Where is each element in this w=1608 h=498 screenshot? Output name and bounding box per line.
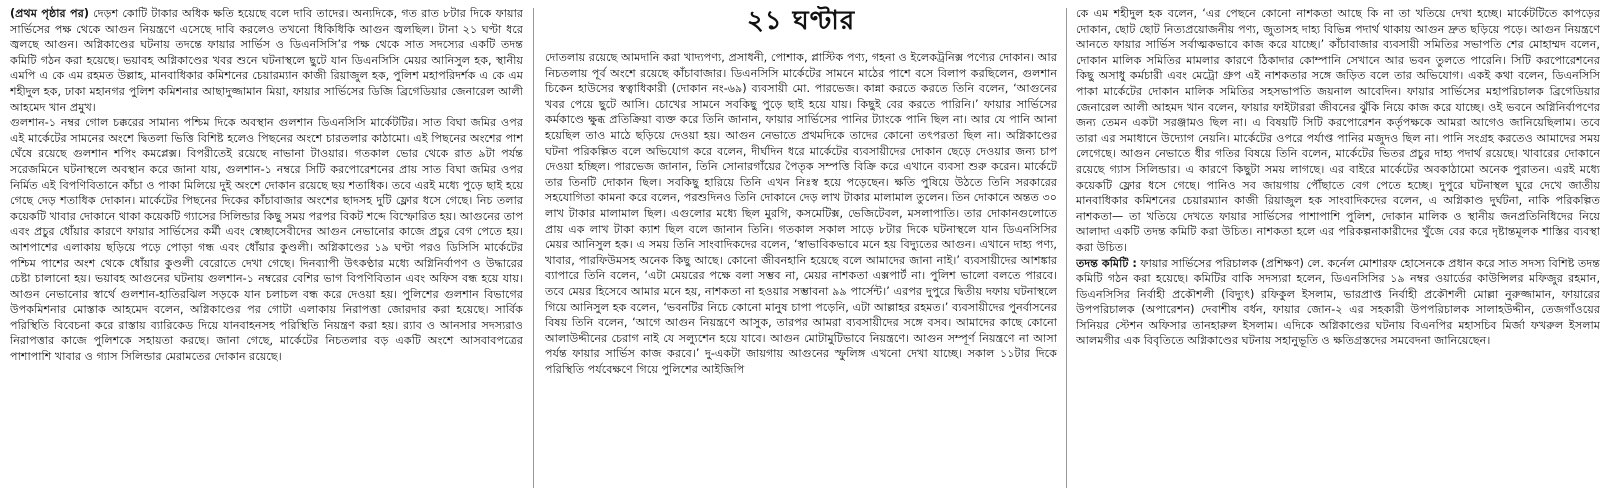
article-column-2 (545, 6, 1057, 492)
column3-text-2: ফায়ার সার্ভিসের পরিচালক (প্রশিক্ষণ) লে. কর্নেল মোশারফ হোসেনকে প্রধান করে সাত সদস্য বিশিষ্ট তদন্ত কমিটি গঠন করা হয়েছে। কমিটির বাকি সদস্যরা হলেন, ডিএনসিসির ১৯ নম্বর ওয়ার্ডের কাউন্সিলর মফিজুর রহমান, ডিএনসিসির নির্বাহী প্রকৌশলী (বিদ্যুৎ) রফিকুল ইসলাম, ভারপ্রাপ্ত নির্বাহী প্রকৌশলী মোল্লা নুরুজ্জামান, ফায়ারের উপপরিচালক (অপারেশন) দেবাশীষ বর্ধন, ফায়ার জোন-২ এর সহকারী উপপরিচালক সালাহউদ্দীন, তেজগাঁওয়ের সিনিয়র স্টেশন অফিসার তানহারুল ইসলাম। এদিকে অগ্নিকাণ্ডের ঘটনায় বিএনপির মহাসচিব মির্জা ফখরুল ইসলাম আলমগীর এক বিবৃতিতে অগ্নিকাণ্ডের ঘটনায় সহানুভূতি ও ক্ষতিগ্রস্তদের সমবেদনা জানিয়েছেন। (1076, 256, 1600, 348)
column1-paragraph-1 (10, 6, 523, 115)
column3-paragraph-1: কে এম শহীদুল হক বলেন, ‘এর পেছনে কোনো নাশকতা আছে কি না তা খতিয়ে দেখা হচ্ছে। মার্কেটটিতে কাপড়ের দোকান, ছোট ছোট নিত্যপ্রয়োজনীয় পণ্য, জুতাসহ দাহ্য বিভিন্ন পদার্থ থাকায় আগুন দ্রুত ছড়িয়ে পড়ে। আগুন নিয়ন্ত্রণে আনতে ফায়ার সার্ভিস সর্বাত্মকভাবে কাজ করে যাচ্ছে।’ কাঁচাবাজার ব্যবসায়ী সমিতির সভাপতি শের মোহাম্মদ বলেন, দোকান মালিক সমিতির মামলার কারণে ঠিকাদার কোম্পানি সেখানে আর ভবন তুলতে পারেনি। সিটি করপোরেশনের কিছু অসাধু কর্মচারী এবং মেট্রো গ্রুপ এই নাশকতার সঙ্গে জড়িত বলে তার অভিযোগ। একই কথা বলেন, ডিএনসিসি পাকা মার্কেটের দোকান মালিক সমিতির সহসভাপতি জয়নাল আবেদিন। ফায়ার সার্ভিসের মহাপরিচালক ব্রিগেডিয়ার জেনারেল আলী আহমদ খান বলেন, ফায়ার ফাইটাররা জীবনের ঝুঁকি নিয়ে কাজ করে যাচ্ছে। ওই ভবনে অগ্নিনির্বাপণের জন্য তেমন একটা সরঞ্জামও ছিল না। এ বিষয়টি সিটি করপোরেশন কর্তৃপক্ষকে আমরা আগেও জানিয়েছিলাম। তবে তারা এর সমাধানে উদ্যোগ নেয়নি। মার্কেটের ওপরে পর্যাপ্ত পানির মজুদও ছিল না। পানি সংগ্রহ করতেও আমাদের সময় লেগেছে। আগুন নেভাতে ধীর গতির বিষয়ে তিনি বলেন, মার্কেটের ভিতর প্রচুর দাহ্য পদার্থ রয়েছে। খাবারের দোকানে রয়েছে গ্যাস সিলিন্ডার। এ কারণে কিছুটা সময় লাগছে। এর বাইরে মার্কেটের অবকাঠামো অনেক পুরাতন। এরই মধ্যে কয়েকটি ফ্লোর ধসে গেছে। পানিও সব জায়গায় পৌঁছাতে বেগ পেতে হচ্ছে। দুপুরে ঘটনাস্থল ঘুরে দেখে জাতীয় মানবাধিকার কমিশনের চেয়ারম্যান কাজী রিয়াজুল হক সাংবাদিকদের বলেন, এ অগ্নিকাণ্ড দুর্ঘটনা, নাকি পরিকল্পিত নাশকতা— তা খতিয়ে দেখতে ফায়ার সার্ভিসের পাশাপাশি পুলিশ, দোকান মালিক ও স্থানীয় জনপ্রতিনিধিদের নিয়ে আলাদা একটি তদন্ত কমিটি করা উচিত। নাশকতা হলে এর পরিকল্পনাকারীদের খুঁজে বের করে দৃষ্টান্তমূলক শাস্তির ব্যবস্থা করা উচিত। (1076, 7, 1600, 254)
article-column-1 (10, 6, 523, 492)
column-divider-2 (1066, 8, 1067, 488)
investigation-subhead: তদন্ত কমিটি : (1076, 256, 1137, 270)
column3-paragraph-2 (1076, 256, 1600, 350)
headline: ২১ ঘণ্টার (746, 6, 856, 36)
article-column-3 (1076, 6, 1600, 492)
column1-text-1: দেড়শ কোটি টাকার অধিক ক্ষতি হয়েছে বলে দাবি তাদের। অন্যদিকে, গত রাত ৮টার দিকে ফায়ার সার্ভিসের পক্ষ থেকে আগুন নিয়ন্ত্রণে এসেছে দাবি করলেও তখনো ধিকিধিকি আগুন জ্বলছিল। টানা ২১ ঘণ্টা ধরে জ্বলছে আগুন। অগ্নিকাণ্ডের ঘটনায় তদন্তে ফায়ার সার্ভিস ও ডিএনসিসি’র পক্ষ থেকে সাত সদস্যের একটি তদন্ত কমিটি গঠন করা হয়েছে। ভয়াবহ অগ্নিকাণ্ডের খবর শুনে ঘটনাস্থলে ছুটে যান ডিএনসিসি মেয়র আনিসুল হক, স্থানীয় এমপি এ কে এম রহমত উল্লাহ, মানবাধিকার কমিশনের চেয়ারম্যান কাজী রিয়াজুল হক, পুলিশ মহাপরিদর্শক এ কে এম শহীদুল হক, ঢাকা মহানগর পুলিশ কমিশনার আছাদুজ্জামান মিয়া, ফায়ার সার্ভিসের ডিজি ব্রিগেডিয়ার জেনারেল আলী আহমেদ খান প্রমুখ। (10, 7, 523, 114)
column2-paragraph-1: দোতলায় রয়েছে আমদানি করা খাদ্যপণ্য, প্রসাধনী, পোশাক, প্লাস্টিক পণ্য, গহনা ও ইলেকট্রনিক্স পণ্যের দোকান। আর নিচতলায় পূর্ব অংশে রয়েছে কাঁচাবাজার। ডিএনসিসি মার্কেটের সামনে মাঠের পাশে বসে বিলাপ করছিলেন, গুলশান চিকেন হাউসের স্বত্বাধিকারী (দোকান নং-৬৯) ব্যবসায়ী মো. পারভেজ। কান্না করতে করতে তিনি বলেন, ‘আগুনের খবর পেয়ে ছুটে আসি। চোখের সামনে সবকিছু পুড়ে ছাই হয়ে যায়। কিছুই বের করতে পারিনি।’ ফায়ার সার্ভিসের কর্মকাণ্ডে ক্ষুব্ধ প্রতিক্রিয়া ব্যক্ত করে তিনি জানান, ফায়ার সার্ভিসের পানির ট্যাংকে পানি ছিল না। আর যে পানি আনা হয়েছিল তাও মাঠে ছড়িয়ে দেওয়া হয়। আগুন নেভাতে প্রথমদিকে তাদের কোনো তৎপরতা ছিল না। অগ্নিকাণ্ডের ঘটনা পরিকল্পিত বলে অভিযোগ করে বলেন, দীর্ঘদিন ধরে মার্কেটের ব্যবসায়ীদের দোকান ছেড়ে দেওয়ার জন্য চাপ দেওয়া হচ্ছিল। পারভেজ জানান, তিনি সোনারগাঁয়ের পৈতৃক সম্পত্তি বিক্রি করে এখানে ব্যবসা শুরু করেন। মার্কেটে তার তিনটি দোকান ছিল। সবকিছু হারিয়ে তিনি এখন নিঃস্ব হয়ে পড়েছেন। ক্ষতি পুষিয়ে উঠতে তিনি সরকারের সহযোগিতা কামনা করে বলেন, পরশুদিনও তিনি দোকানে দেড় লাখ টাকার মালামাল তুলেন। তিন দোকানে অন্তত ৩০ লাখ টাকার মালামাল ছিল। এগুলোর মধ্যে ছিল মুরগি, কসমেটিক্স, ভেজিটেবল, মসলাপাতি। তার দোকানগুলোতে প্রায় এক লাখ টাকা ক্যাশ ছিল বলে জানান তিনি। গতকাল সকাল সাড়ে ৮টার দিকে ঘটনাস্থলে যান ডিএনসিসির মেয়র আনিসুল হক। এ সময় তিনি সাংবাদিকদের বলেন, ‘স্বাভাবিকভাবে মনে হয় বিদ্যুতের আগুন। এখানে দাহ্য পণ্য, খাবার, পারফিউমসহ অনেক কিছু আছে। কোনো জীবনহানি হয়েছে বলে আমাদের জানা নাই।’ ব্যবসায়ীদের আশঙ্কার ব্যাপারে তিনি বলেন, ‘এটা মেয়রের পক্ষে বলা সম্ভব না, মেয়র নাশকতা এক্সপার্ট না। পুলিশ ভালো বলতে পারবে। তবে মেয়র হিসেবে আমার মনে হয়, নাশকতা না হওয়ার সম্ভাবনা ৯৯ পার্সেন্ট।’ এরপর দুপুরে দ্বিতীয় দফায় ঘটনাস্থলে গিয়ে আনিসুল হক বলেন, ‘ভবনটির নিচে কোনো মানুষ চাপা পড়েনি, এটা আল্লাহর রহমত।’ ব্যবসায়ীদের পুনর্বাসনের বিষয় তিনি বলেন, ‘আগে আগুন নিয়ন্ত্রণে আসুক, তারপর আমরা ব্যবসায়ীদের সঙ্গে বসব। আমাদের কাছে কোনো আলাউদ্দীনের চেরাগ নাই যে সল্যুশেন হয়ে যাবে। আগুন মোটামুটিভাবে নিয়ন্ত্রণে। আগুন সম্পূর্ণ নিয়ন্ত্রণে না আসা পর্যন্ত ফায়ার সার্ভিস কাজ করবে।’ দু-একটা জায়গায় আগুনের স্ফুলিঙ্গ এখনো দেখা যাচ্ছে। সকাল ১১টার দিকে পরিস্থিতি পর্যবেক্ষণে গিয়ে পুলিশের আইজিপি (545, 51, 1057, 376)
column-divider-1 (533, 8, 534, 488)
continuation-lead: (প্রথম পৃষ্ঠার পর) (10, 7, 90, 20)
column1-paragraph-2: গুলশান-১ নম্বর গোল চক্করের সামান্য পশ্চিম দিকে অবস্থান গুলশান ডিএনসিসি মার্কেটটির। সাত বিঘা জমির ওপর এই মার্কেটের সামনের অংশে দ্বিতলা ভিত্তি বিশিষ্ট হলেও পিছনের অংশে চারতলার কাঠামো। এই পিছনের অংশের পাশ ঘেঁষে রয়েছে গুলশান শপিং কমপ্লেক্স। বিপরীতেই রয়েছে নাভানা টাওয়ার। গতকাল ভোর থেকে রাত ৯টা পর্যন্ত সরেজমিনে ঘটনাস্থলে অবস্থান করে জানা যায়, গুলশান-১ নম্বরে সিটি করপোরেশনের প্রায় সাত বিঘা জমির ওপর নির্মিত এই বিপণিবিতানে কাঁচা ও পাকা মিলিয়ে দুই অংশে দোকান রয়েছে ছয় শতাধিক। তবে এরই মধ্যে পুড়ে ছাই হয়ে গেছে দেড় শতাধিক দোকান। মার্কেটের পিছনের দিকের কাঁচাবাজার অংশের ছাদসহ দুটি ফ্লোর ধসে গেছে। নিচ তলার কয়েকটি খাবার দোকানে থাকা কয়েকটি গ্যাসের সিলিন্ডার কিছু সময় পরপর বিকট শব্দে বিস্ফোরিত হয়। আগুনের তাপ এবং প্রচুর ধোঁয়ার কারণে ফায়ার সার্ভিসের কর্মী এবং স্বেচ্ছাসেবীদের আগুন নেভানোর কাজে প্রচুর বেগ পেতে হয়। আশপাশের এলাকায় ছড়িয়ে পড়ে পোড়া গন্ধ এবং ধোঁয়ার কুণ্ডলী। অগ্নিকাণ্ডের ১৯ ঘণ্টা পরও ডিসিসি মার্কেটের পশ্চিম পাশের অংশ থেকে ধোঁয়ার কুণ্ডলী বেরোতে দেখা গেছে। দিনব্যাপী উৎকণ্ঠার মধ্যে অগ্নিনির্বাপণ ও উদ্ধারের চেষ্টা চালানো হয়। ভয়াবহ আগুনের ঘটনায় গুলশান-১ নম্বরের বেশির ভাগ বিপণিবিতান এবং অফিস বন্ধ হয়ে যায়। আগুন নেভানোর স্বার্থে গুলশান-হাতিরঝিল সড়কে যান চলাচল বন্ধ করে দেওয়া হয়। পুলিশের গুলশান বিভাগের উপকমিশনার মোস্তাক আহমেদ বলেন, অগ্নিকাণ্ডের পর গোটা এলাকায় নিরাপত্তা জোরদার করা হয়েছে। সার্বিক পরিস্থিতি বিবেচনা করে রাস্তায় ব্যারিকেড দিয়ে যানবাহনসহ পরিস্থিতি নিয়ন্ত্রণ করা হয়। র‌্যাব ও আনসার সদস্যরাও নিরাপত্তার কাজে পুলিশকে সহায়তা করছে। জানা গেছে, মার্কেটের নিচতলার বড় একটি অংশে আসবাবপত্রের পাশাপাশি খাবার ও গ্যাস সিলিন্ডার মেরামতের দোকান রয়েছে। (10, 116, 523, 364)
